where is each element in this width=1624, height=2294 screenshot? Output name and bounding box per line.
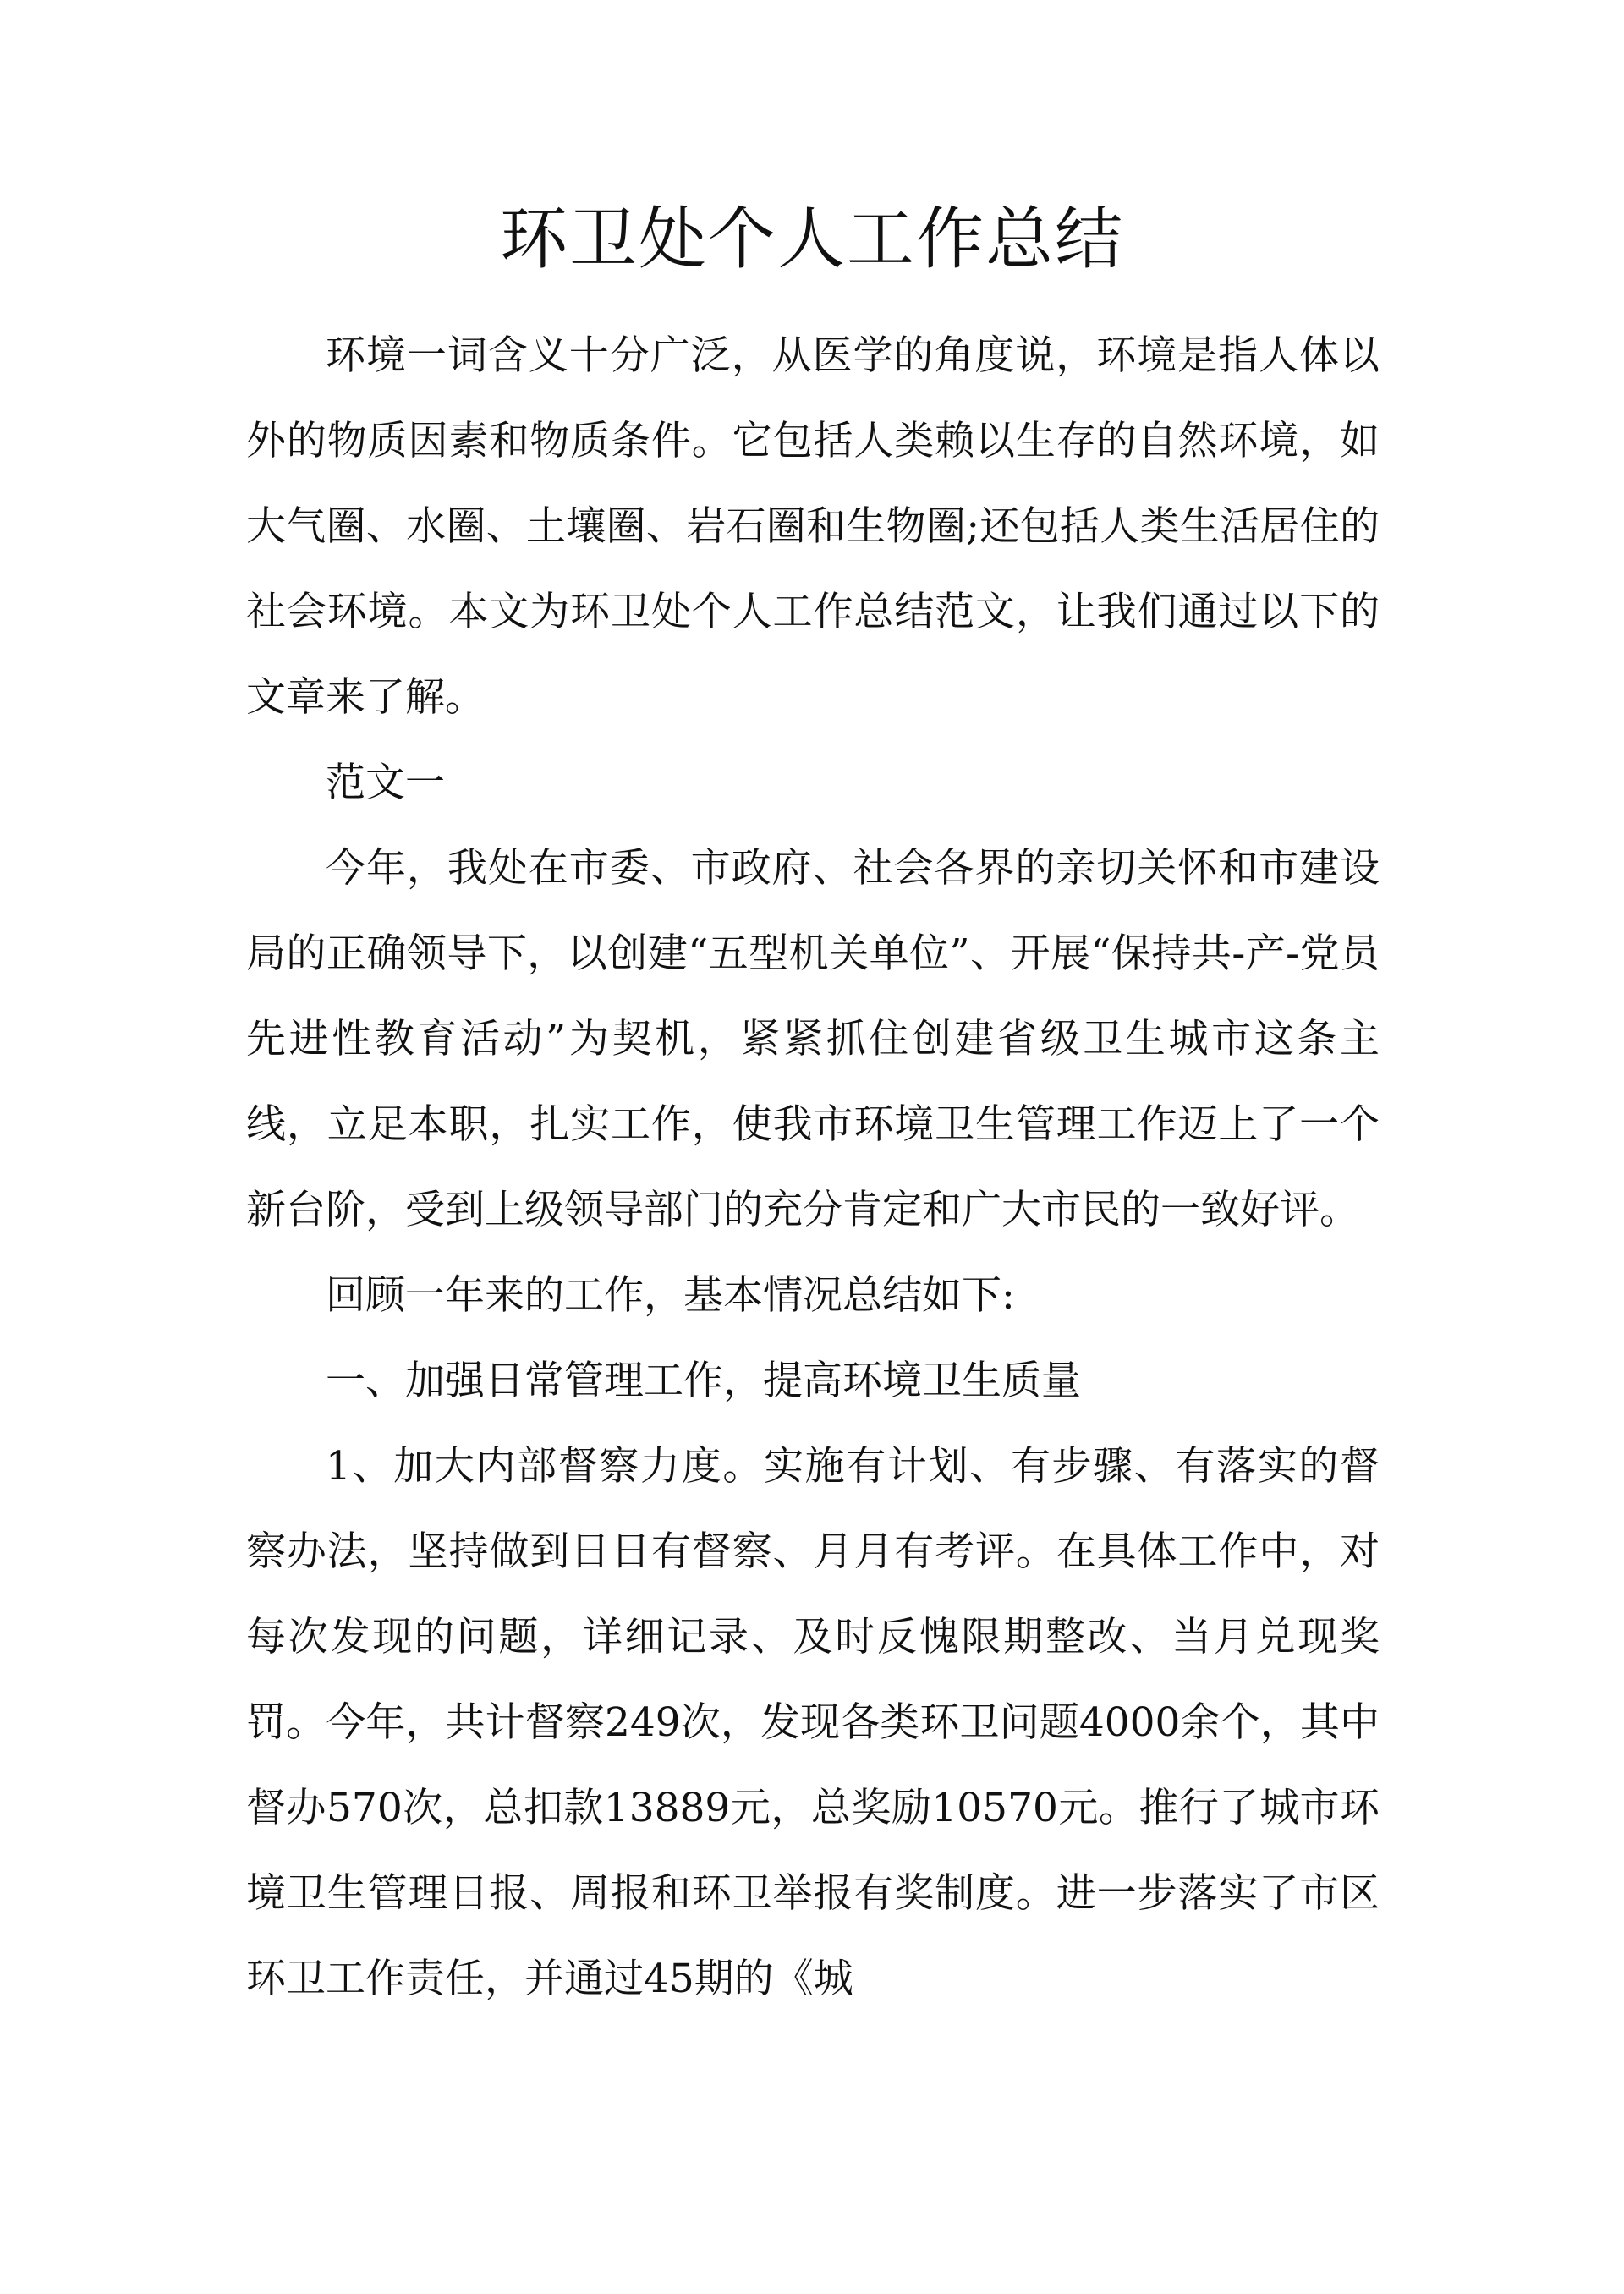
paragraph-sample-heading: 范文一 [326, 760, 445, 806]
paragraph-supervision: 1、加大内部督察力度。实施有计划、有步骤、有落实的督察办法，坚持做到日日有督察、月月有考评。在具体工作中，对每次发现的问题，详细记录、及时反愧限期整改、当月兑现奖罚。今年，共计督察249次，发现各类环卫问题4000余个，其中督办570次，总扣款13889元，总奖励10570元。推行了城市环境卫生管理日报、周报和环卫举报有奖制度。进一步落实了市区环卫工作责任，并通过45期的《城 [246, 1443, 1380, 2002]
paragraph-intro: 环境一词含义十分广泛，从医学的角度说，环境是指人体以外的物质因素和物质条件。它包括人类赖以生存的自然环境，如大气圈、水圈、土壤圈、岩石圈和生物圈;还包括人类生活居住的社会环境。本文为环卫处个人工作总结范文，让我们通过以下的文章来了解。 [246, 332, 1380, 721]
paragraph-this-year: 今年，我处在市委、市政府、社会各界的亲切关怀和市建设局的正确领导下，以创建“五型机关单位”、开展“保持共-产-党员先进性教育活动”为契机，紧紧抓住创建省级卫生城市这条主线，立足本职，扎实工作，使我市环境卫生管理工作迈上了一个新台阶，受到上级领导部门的充分肯定和广大市民的一致好评。 [246, 845, 1380, 1233]
paragraph-section-heading: 一、加强日常管理工作，提高环境卫生质量 [326, 1358, 1081, 1404]
paragraph-review: 回顾一年来的工作，基本情况总结如下: [326, 1272, 1015, 1319]
document-title: 环卫处个人工作总结 [500, 200, 1124, 278]
document-body [246, 313, 1380, 2022]
